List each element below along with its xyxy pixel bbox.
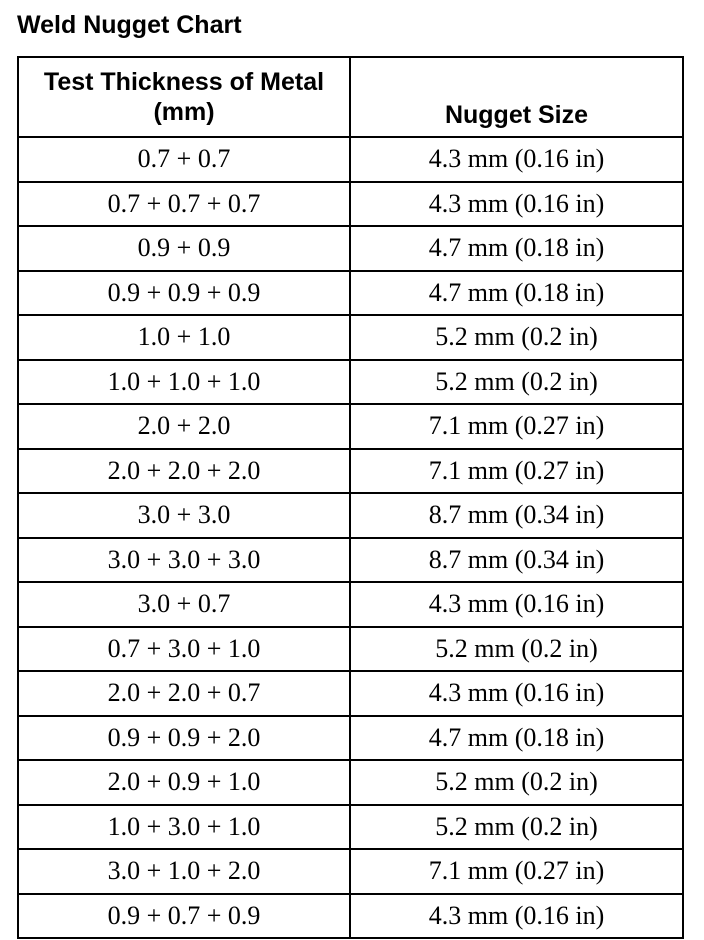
thickness-cell: 3.0 + 3.0 + 3.0 [18, 538, 350, 583]
column-header-nugget-size: Nugget Size [350, 57, 683, 137]
nugget-size-cell: 4.3 mm (0.16 in) [350, 137, 683, 182]
table-row [18, 404, 683, 449]
thickness-cell: 1.0 + 1.0 [18, 315, 350, 360]
weld-nugget-table [17, 56, 684, 939]
nugget-size-cell: 4.3 mm (0.16 in) [350, 894, 683, 939]
thickness-cell: 1.0 + 1.0 + 1.0 [18, 360, 350, 405]
thickness-cell: 2.0 + 2.0 + 2.0 [18, 449, 350, 494]
nugget-size-cell: 4.3 mm (0.16 in) [350, 671, 683, 716]
thickness-cell: 2.0 + 0.9 + 1.0 [18, 760, 350, 805]
table-row [18, 538, 683, 583]
table-row [18, 449, 683, 494]
nugget-size-cell: 8.7 mm (0.34 in) [350, 538, 683, 583]
table-body [18, 137, 683, 938]
table-row [18, 716, 683, 761]
header-row [18, 57, 683, 137]
table-row [18, 760, 683, 805]
nugget-size-cell: 4.7 mm (0.18 in) [350, 226, 683, 271]
nugget-size-cell: 5.2 mm (0.2 in) [350, 627, 683, 672]
table-row [18, 271, 683, 316]
thickness-cell: 3.0 + 1.0 + 2.0 [18, 849, 350, 894]
nugget-size-cell: 4.3 mm (0.16 in) [350, 582, 683, 627]
thickness-cell: 3.0 + 0.7 [18, 582, 350, 627]
thickness-cell: 0.9 + 0.9 [18, 226, 350, 271]
nugget-size-cell: 7.1 mm (0.27 in) [350, 849, 683, 894]
thickness-cell: 0.7 + 0.7 [18, 137, 350, 182]
nugget-size-cell: 7.1 mm (0.27 in) [350, 449, 683, 494]
table-row [18, 627, 683, 672]
thickness-cell: 1.0 + 3.0 + 1.0 [18, 805, 350, 850]
table-row [18, 360, 683, 405]
table-row [18, 805, 683, 850]
thickness-cell: 2.0 + 2.0 [18, 404, 350, 449]
nugget-size-cell: 4.3 mm (0.16 in) [350, 182, 683, 227]
thickness-cell: 0.7 + 0.7 + 0.7 [18, 182, 350, 227]
table-row [18, 849, 683, 894]
thickness-cell: 0.9 + 0.9 + 0.9 [18, 271, 350, 316]
table-row [18, 671, 683, 716]
table-row [18, 894, 683, 939]
table-row [18, 582, 683, 627]
nugget-size-cell: 5.2 mm (0.2 in) [350, 760, 683, 805]
nugget-size-cell: 8.7 mm (0.34 in) [350, 493, 683, 538]
table-row [18, 315, 683, 360]
nugget-size-cell: 4.7 mm (0.18 in) [350, 271, 683, 316]
thickness-cell: 0.9 + 0.7 + 0.9 [18, 894, 350, 939]
table-header [18, 57, 683, 137]
nugget-size-cell: 5.2 mm (0.2 in) [350, 315, 683, 360]
page-title: Weld Nugget Chart [17, 11, 242, 39]
nugget-size-cell: 5.2 mm (0.2 in) [350, 360, 683, 405]
table-row [18, 493, 683, 538]
nugget-size-cell: 7.1 mm (0.27 in) [350, 404, 683, 449]
thickness-cell: 3.0 + 3.0 [18, 493, 350, 538]
table-row [18, 137, 683, 182]
table-row [18, 182, 683, 227]
column-header-thickness: Test Thickness of Metal (mm) [18, 57, 350, 137]
thickness-cell: 0.7 + 3.0 + 1.0 [18, 627, 350, 672]
thickness-cell: 2.0 + 2.0 + 0.7 [18, 671, 350, 716]
nugget-size-cell: 4.7 mm (0.18 in) [350, 716, 683, 761]
nugget-size-cell: 5.2 mm (0.2 in) [350, 805, 683, 850]
thickness-cell: 0.9 + 0.9 + 2.0 [18, 716, 350, 761]
table-row [18, 226, 683, 271]
